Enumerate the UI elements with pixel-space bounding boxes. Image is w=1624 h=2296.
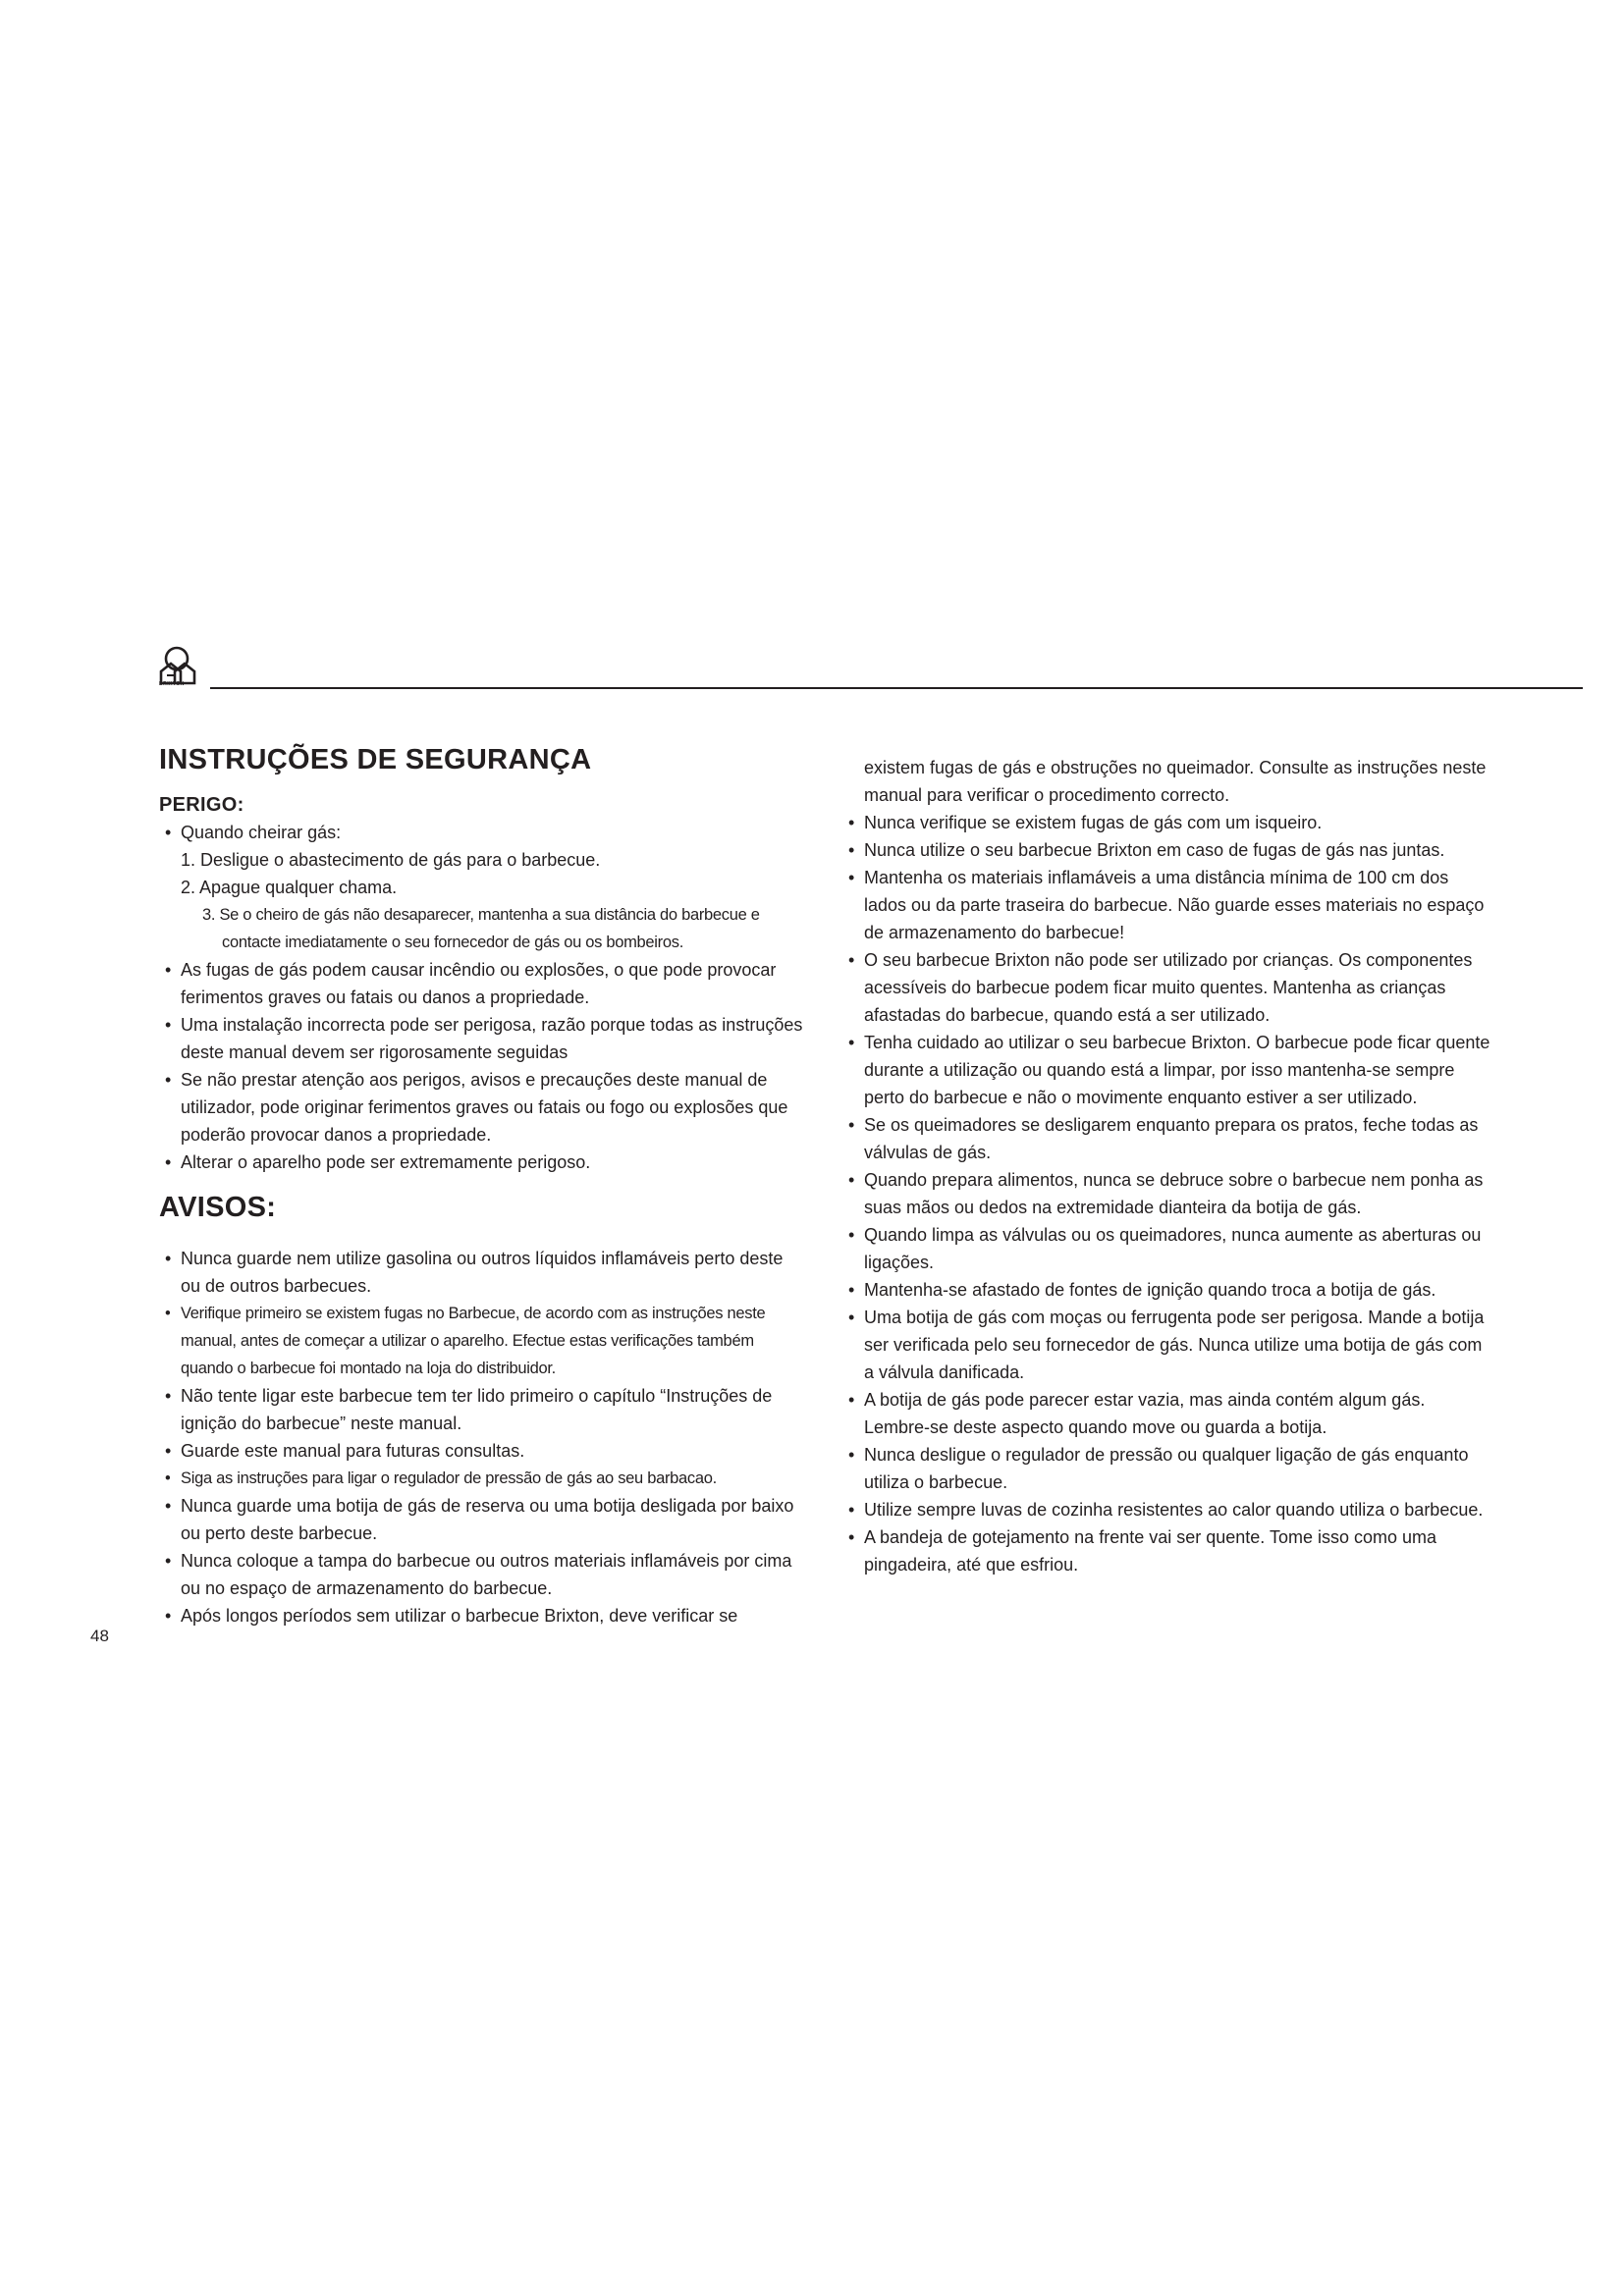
warning-item: • Nunca utilize o seu barbecue Brixton em caso de fugas de gás nas juntas. <box>842 836 1490 864</box>
warning-item: • Siga as instruções para ligar o regulador de pressão de gás ao seu barbacao. <box>159 1465 807 1492</box>
warning-item: • Tenha cuidado ao utilizar o seu barbecue Brixton. O barbecue pode ficar quente durante a utilização ou quando está a limpar, por isso mantenha-se sempre perto do barbecue e não o movimente enquanto estiver a ser utilizado. <box>842 1029 1490 1111</box>
danger-list <box>159 819 807 846</box>
warning-item: • O seu barbecue Brixton não pode ser utilizado por crianças. Os componentes acessíveis do barbecue podem ficar muito quentes. Mantenha as crianças afastadas do barbecue, quando está a ser utilizado. <box>842 946 1490 1029</box>
warning-item: • A bandeja de gotejamento na frente vai ser quente. Tome isso como uma pingadeira, até que esfriou. <box>842 1523 1490 1578</box>
warning-item: • Mantenha os materiais inflamáveis a uma distância mínima de 100 cm dos lados ou da parte traseira do barbecue. Não guarde esses materiais no espaço de armazenamento do barbecue! <box>842 864 1490 946</box>
danger-items <box>159 956 807 1176</box>
warning-continuation: existem fugas de gás e obstruções no queimador. Consulte as instruções neste manual para verificar o procedimento correcto. <box>864 758 1487 805</box>
warning-item: • Quando limpa as válvulas ou os queimadores, nunca aumente as aberturas ou ligações. <box>842 1221 1490 1276</box>
warning-item: • Não tente ligar este barbecue tem ter lido primeiro o capítulo “Instruções de ignição do barbecue” neste manual. <box>159 1382 807 1437</box>
danger-step: 3. Se o cheiro de gás não desaparecer, mantenha a sua distância do barbecue e contacte imediatamente o seu fornecedor de gás ou os bombeiros. <box>202 906 760 951</box>
warnings-list <box>159 1245 807 1629</box>
danger-step: 1. Desligue o abastecimento de gás para o barbecue. <box>181 850 601 870</box>
warning-item: • Nunca verifique se existem fugas de gás com um isqueiro. <box>842 809 1490 836</box>
warning-item: • Mantenha-se afastado de fontes de ignição quando troca a botija de gás. <box>842 1276 1490 1304</box>
warning-item: • Nunca guarde nem utilize gasolina ou outros líquidos inflamáveis perto deste ou de outros barbecues. <box>159 1245 807 1300</box>
warning-item: • Guarde este manual para futuras consultas. <box>159 1437 807 1465</box>
warning-item: • Nunca guarde uma botija de gás de reserva ou uma botija desligada por baixo ou perto deste barbecue. <box>159 1492 807 1547</box>
danger-intro: • Quando cheirar gás: <box>159 819 807 846</box>
warning-item: • Nunca coloque a tampa do barbecue ou outros materiais inflamáveis por cima ou no espaço de armazenamento do barbecue. <box>159 1547 807 1602</box>
danger-item: • Uma instalação incorrecta pode ser perigosa, razão porque todas as instruções deste manual devem ser rigorosamente seguidas <box>159 1011 807 1066</box>
right-column <box>842 754 1490 1578</box>
left-column <box>159 742 807 1629</box>
warning-item: • Após longos períodos sem utilizar o barbecue Brixton, deve verificar se <box>159 1602 807 1629</box>
right-list <box>842 754 1490 1578</box>
danger-item: • As fugas de gás podem causar incêndio ou explosões, o que pode provocar ferimentos graves ou fatais ou danos a propriedade. <box>159 956 807 1011</box>
danger-heading: PERIGO: <box>159 794 244 816</box>
warning-item: • Se os queimadores se desligarem enquanto prepara os pratos, feche todas as válvulas de gás. <box>842 1111 1490 1166</box>
page-number: 48 <box>90 1627 109 1645</box>
warning-item: • Quando prepara alimentos, nunca se debruce sobre o barbecue nem ponha as suas mãos ou dedos na extremidade dianteira da botija de gás. <box>842 1166 1490 1221</box>
danger-item: • Alterar o aparelho pode ser extremamente perigoso. <box>159 1148 807 1176</box>
warning-item: • Verifique primeiro se existem fugas no Barbecue, de acordo com as instruções neste manual, antes de começar a utilizar o aparelho. Efectue estas verificações também quando o barbecue foi montado na loja do distribuidor. <box>159 1300 807 1382</box>
warning-item: • Uma botija de gás com moças ou ferrugenta pode ser perigosa. Mande a botija ser verificada pelo seu fornecedor de gás. Nunca utilize uma botija de gás com a válvula danificada. <box>842 1304 1490 1386</box>
danger-step: 2. Apague qualquer chama. <box>181 878 398 897</box>
danger-item: • Se não prestar atenção aos perigos, avisos e precauções deste manual de utilizador, pode originar ferimentos graves ou fatais ou fogo ou explosões que poderão provocar danos a propriedade. <box>159 1066 807 1148</box>
page-title: INSTRUÇÕES DE SEGURANÇA <box>159 744 592 775</box>
danger-steps <box>159 846 807 956</box>
brand-logo-text: BRIXTON <box>159 681 185 687</box>
warning-item: • Nunca desligue o regulador de pressão ou qualquer ligação de gás enquanto utiliza o barbecue. <box>842 1441 1490 1496</box>
warnings-heading: AVISOS: <box>159 1192 277 1223</box>
warning-item: • A botija de gás pode parecer estar vazia, mas ainda contém algum gás. Lembre-se deste aspecto quando move ou guarda a botija. <box>842 1386 1490 1441</box>
header-rule <box>210 687 1583 689</box>
warning-item: • Utilize sempre luvas de cozinha resistentes ao calor quando utiliza o barbecue. <box>842 1496 1490 1523</box>
